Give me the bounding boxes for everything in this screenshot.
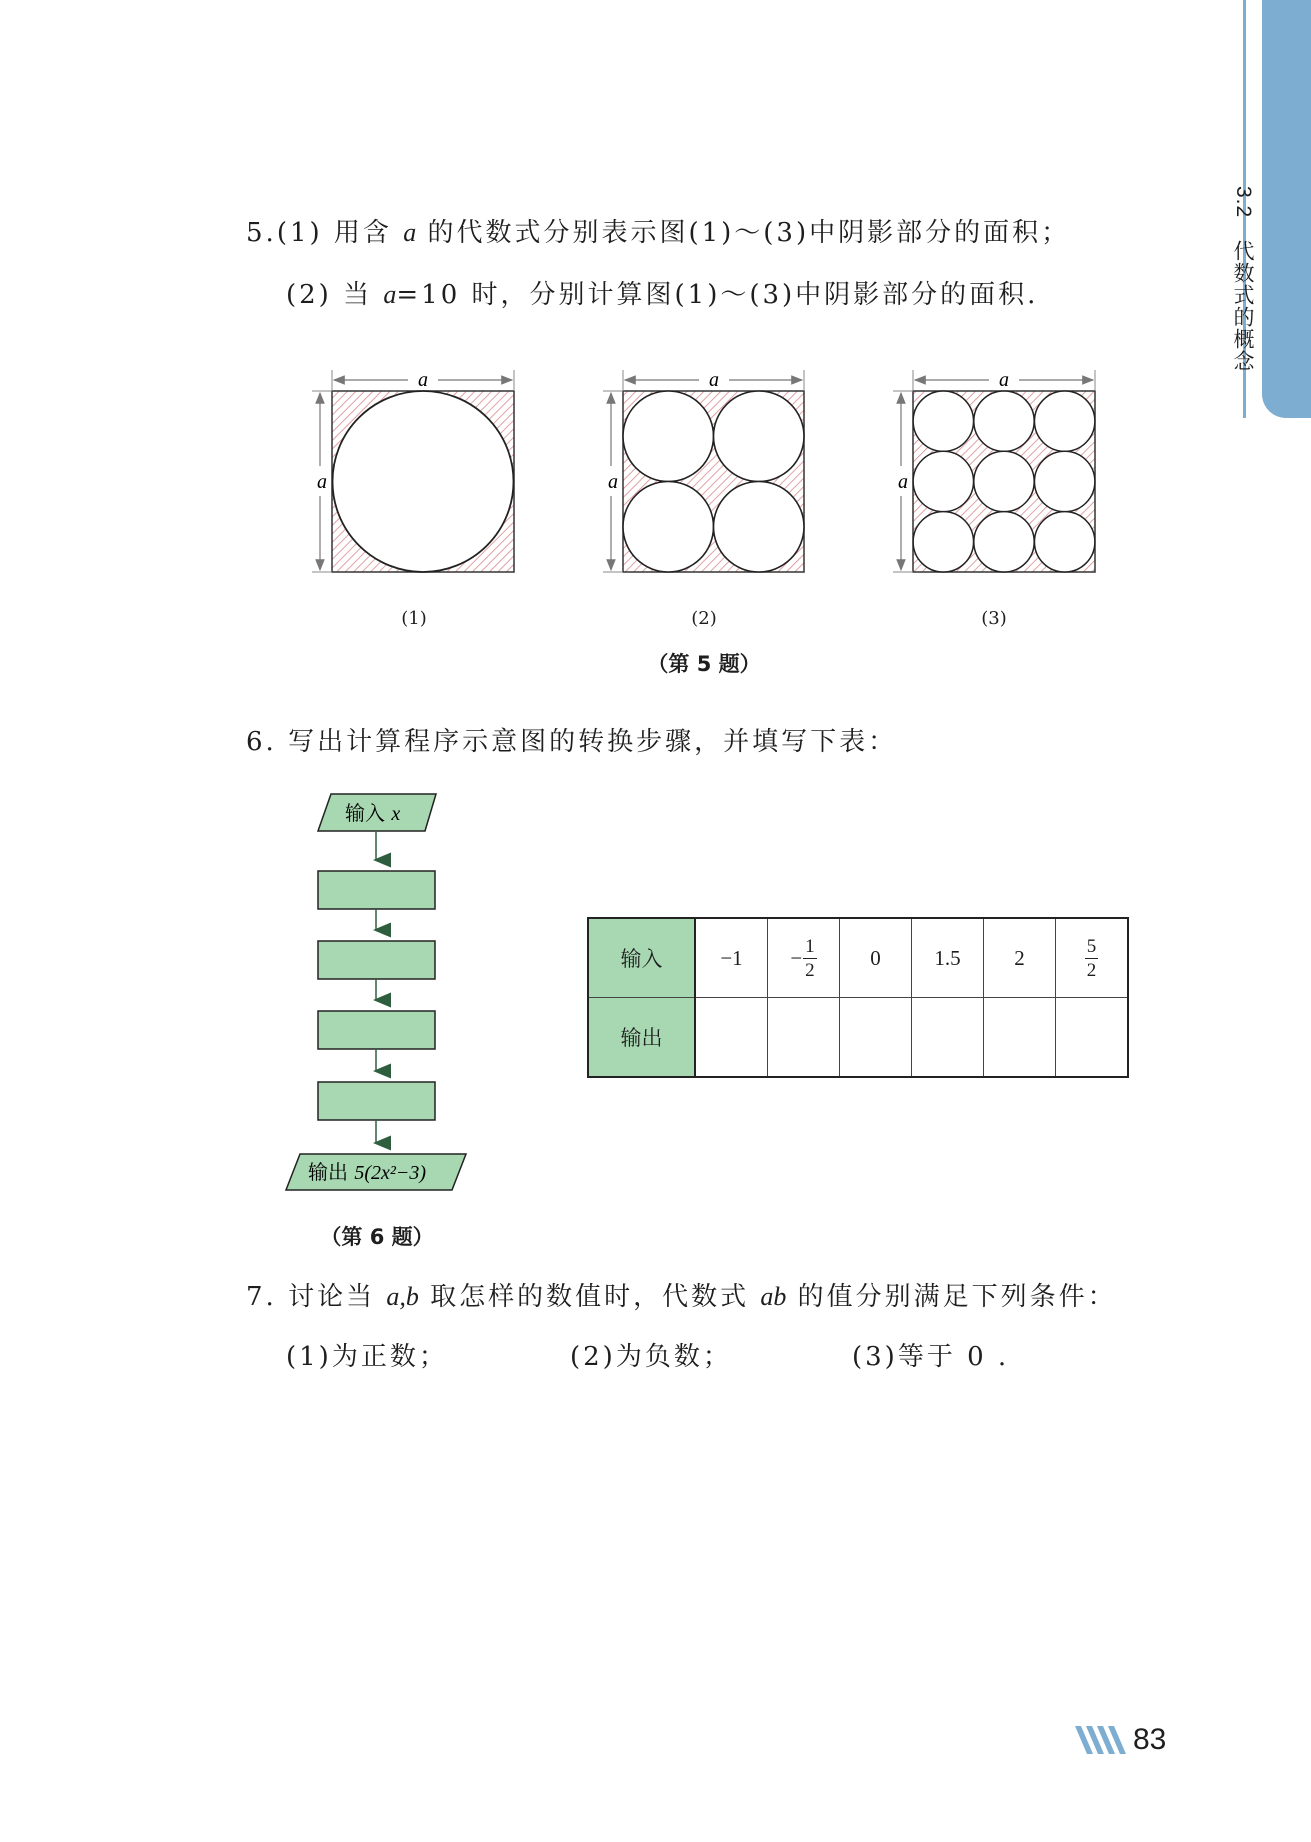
fig1-circle — [333, 391, 514, 572]
table-cell-input: −1 — [695, 918, 768, 998]
q7-vars2: ab — [760, 1282, 787, 1311]
q7-text-b: 取怎样的数值时，代数式 — [430, 1282, 750, 1312]
io-table — [587, 917, 1129, 1078]
table-cell-input: 1.5 — [912, 918, 984, 998]
q7-condition-2: (2)为负数； — [570, 1342, 732, 1372]
fig3-dim-label-left: a — [898, 471, 908, 493]
fig2-circle — [623, 482, 714, 573]
fig3-circle — [913, 391, 973, 451]
flow-step-box-2 — [318, 941, 435, 979]
fig3-circle — [974, 451, 1034, 511]
q5-part2-suffix: =10 时，分别计算图(1)～(3)中阴影部分的面积. — [396, 280, 1039, 310]
q7-number: 7. — [246, 1282, 277, 1312]
q7-condition-1: (1)为正数； — [286, 1342, 448, 1372]
table-cell-output[interactable] — [695, 998, 768, 1078]
table-cell-input: − $\frac{1}{2}$ — [768, 918, 840, 998]
table-cell-input: 0 — [840, 918, 912, 998]
table-row-output — [588, 998, 1128, 1078]
figure-3 — [893, 369, 1095, 572]
q7-text-c: 的值分别满足下列条件： — [797, 1282, 1117, 1312]
figure-1 — [312, 369, 514, 572]
fig1-dim-label-top: a — [418, 369, 428, 391]
table-header-output: 输出 — [588, 998, 695, 1078]
flowchart — [286, 794, 466, 1190]
flow-step-box-4 — [318, 1082, 435, 1120]
fig2-dim-label-left: a — [608, 471, 618, 493]
page-number: 83 — [1133, 1723, 1167, 1756]
q7-vars1: a,b — [386, 1282, 419, 1311]
table-cell-input: $\frac{5}{2}$ — [1056, 918, 1129, 998]
page-footer — [1075, 1720, 1166, 1760]
q6-caption: （第 6 题） — [320, 1225, 434, 1249]
flow-step-box-3 — [318, 1011, 435, 1049]
fig3-circle — [1034, 391, 1094, 451]
fig2-circle — [714, 391, 805, 482]
q7-condition-3: (3)等于 0 . — [852, 1342, 1010, 1372]
q6-number: 6. — [246, 727, 277, 757]
table-row-input — [588, 918, 1128, 998]
q6-text-body: 写出计算程序示意图的转换步骤，并填写下表： — [288, 727, 898, 757]
section-number: 3.2 — [1232, 186, 1255, 219]
table-cell-output[interactable] — [912, 998, 984, 1078]
fig2-circle — [714, 482, 805, 573]
q7-text-a: 讨论当 — [288, 1282, 376, 1312]
q5-caption: （第 5 题） — [647, 652, 761, 676]
q7-text — [246, 1276, 1117, 1313]
flow-step-box-1 — [318, 871, 435, 909]
q5-number: 5. — [246, 218, 277, 248]
fig3-circle — [913, 451, 973, 511]
section-title: 代数式的概念 — [1231, 240, 1255, 373]
fig1-label: (1) — [401, 608, 427, 629]
fig3-label: (3) — [981, 608, 1007, 629]
table-cell-output[interactable] — [840, 998, 912, 1078]
fig2-dim-label-top: a — [709, 369, 719, 391]
table-cell-output[interactable] — [768, 998, 840, 1078]
q5-part2-prefix: (2) 当 — [286, 280, 373, 310]
q5-part1-suffix: 的代数式分别表示图(1)～(3)中阴影部分的面积； — [427, 218, 1071, 248]
q5-part1-prefix: (1) 用含 — [276, 218, 392, 248]
fig2-label: (2) — [691, 608, 717, 629]
table-header-input: 输入 — [588, 918, 695, 998]
fig3-circle — [1034, 451, 1094, 511]
page-stripes-icon — [1075, 1724, 1127, 1756]
fig1-dim-label-left: a — [317, 471, 327, 493]
flow-output-text: 输出 5(2x²−3) — [308, 1160, 427, 1184]
q5-part1-var: a — [403, 218, 417, 247]
fig3-dim-label-top: a — [999, 369, 1009, 391]
fig3-circle — [974, 391, 1034, 451]
q5-part2-var: a — [383, 280, 397, 309]
table-cell-input: 2 — [984, 918, 1056, 998]
fig2-circle — [623, 391, 714, 482]
fig3-circle — [1034, 512, 1094, 572]
fig3-circle — [974, 512, 1034, 572]
figure-2 — [603, 369, 804, 572]
q6-text — [246, 721, 897, 758]
fig3-circle — [913, 512, 973, 572]
flow-input-text: 输入 x — [345, 801, 401, 825]
table-cell-output[interactable] — [984, 998, 1056, 1078]
table-cell-output[interactable] — [1056, 998, 1129, 1078]
